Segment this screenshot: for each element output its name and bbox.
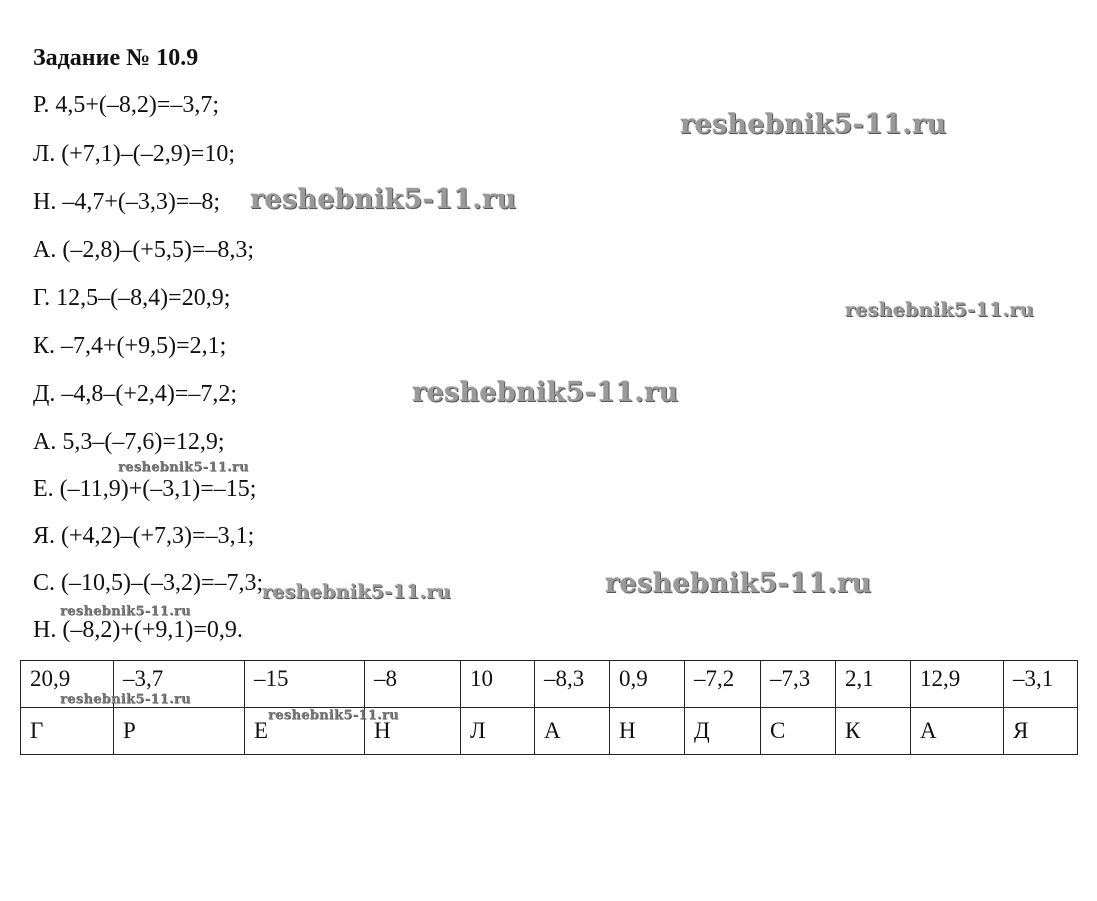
value-cell: –3,7 [114,661,245,708]
watermark: reshebnik5-11.ru [262,581,451,603]
equation-line-11: С. (–10,5)–(–3,2)=–7,3; [33,570,264,596]
letter-cell: А [911,708,1004,755]
answer-table [20,660,1078,755]
letter-cell: Г [21,708,114,755]
equation-line-5: Г. 12,5–(–8,4)=20,9; [33,285,231,311]
value-cell: –3,1 [1004,661,1078,708]
watermark: reshebnik5-11.ru [268,708,399,723]
value-cell: –15 [245,661,365,708]
equation-line-7: Д. –4,8–(+2,4)=–7,2; [33,381,238,407]
equation-line-10: Я. (+4,2)–(+7,3)=–3,1; [33,523,255,549]
letter-cell: А [535,708,610,755]
watermark: reshebnik5-11.ru [250,184,517,215]
value-cell: 2,1 [836,661,911,708]
watermark: reshebnik5-11.ru [60,604,191,619]
value-cell: –8,3 [535,661,610,708]
value-cell: –7,2 [685,661,761,708]
value-cell: –7,3 [761,661,836,708]
letter-cell: Н [610,708,685,755]
letter-cell: К [836,708,911,755]
letter-cell: Я [1004,708,1078,755]
watermark: reshebnik5-11.ru [845,299,1034,321]
letter-cell: Р [114,708,245,755]
watermark: reshebnik5-11.ru [412,377,679,408]
page-title: Задание № 10.9 [33,45,199,71]
letter-cell: Н [365,708,461,755]
value-cell: 20,9 [21,661,114,708]
equation-line-3: Н. –4,7+(–3,3)=–8; [33,189,221,215]
value-cell: 0,9 [610,661,685,708]
equation-line-9: Е. (–11,9)+(–3,1)=–15; [33,476,257,502]
equation-line-2: Л. (+7,1)–(–2,9)=10; [33,141,235,167]
letter-cell: Д [685,708,761,755]
letters-row [21,708,1078,755]
letter-cell: Е [245,708,365,755]
letter-cell: С [761,708,836,755]
value-cell: 12,9 [911,661,1004,708]
watermark: reshebnik5-11.ru [680,109,947,140]
equation-line-4: А. (–2,8)–(+5,5)=–8,3; [33,237,255,263]
watermark: reshebnik5-11.ru [118,460,249,475]
watermark: reshebnik5-11.ru [60,692,191,707]
equation-line-6: К. –7,4+(+9,5)=2,1; [33,333,227,359]
watermark: reshebnik5-11.ru [605,568,872,599]
letter-cell: Л [461,708,535,755]
equation-line-12: Н. (–8,2)+(+9,1)=0,9. [33,617,243,643]
equation-line-8: А. 5,3–(–7,6)=12,9; [33,429,225,455]
value-cell: 10 [461,661,535,708]
equation-line-1: Р. 4,5+(–8,2)=–3,7; [33,92,220,118]
value-cell: –8 [365,661,461,708]
